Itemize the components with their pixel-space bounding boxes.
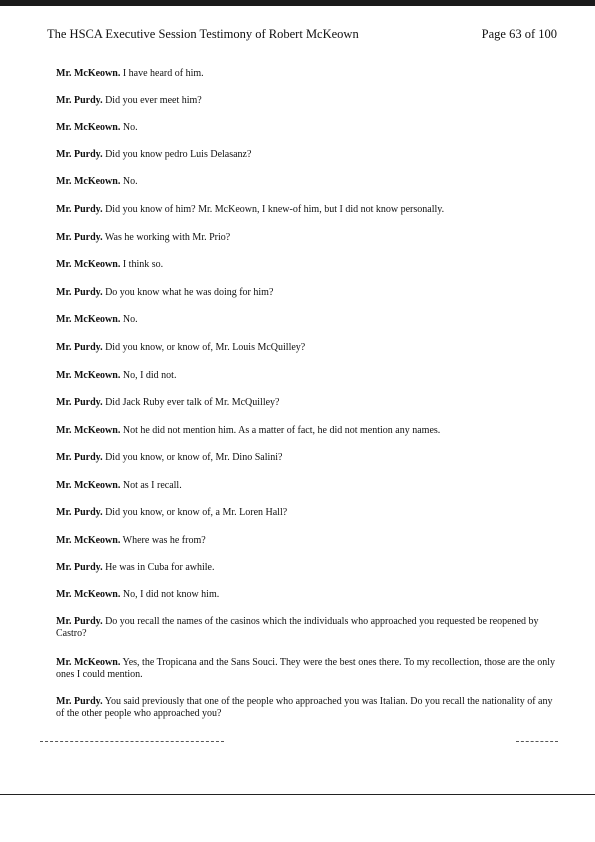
speaker-name: Mr. McKeown. — [56, 259, 121, 270]
speaker-name: Mr. Purdy. — [56, 507, 103, 518]
speaker-name: Mr. Purdy. — [56, 232, 103, 243]
line-text: Did you know, or know of, Mr. Louis McQuilley? — [105, 342, 306, 353]
line-text: Do you recall the names of the casinos which the individuals who approached you requested be reopened by Castro? — [56, 616, 539, 639]
line-text: Did you know of him? Mr. McKeown, I knew-of him, but I did not know personally. — [105, 204, 445, 215]
speaker-name: Mr. Purdy. — [56, 287, 103, 298]
speaker-name: Mr. Purdy. — [56, 342, 103, 353]
transcript-line — [56, 480, 556, 492]
line-text: Did you know, or know of, a Mr. Loren Hall? — [105, 507, 288, 518]
speaker-name: Mr. McKeown. — [56, 176, 121, 187]
speaker-name: Mr. McKeown. — [56, 535, 121, 546]
transcript-line — [56, 370, 556, 382]
line-text: Yes, the Tropicana and the Sans Souci. They were the best ones there. To my recollection, those are the only ones I could mention. — [56, 657, 556, 680]
transcript-line — [56, 342, 556, 354]
transcript-line — [56, 589, 556, 601]
speaker-name: Mr. Purdy. — [56, 616, 103, 627]
line-text: No, I did not know him. — [122, 589, 220, 600]
speaker-name: Mr. McKeown. — [56, 657, 121, 668]
speaker-name: Mr. Purdy. — [56, 149, 103, 160]
speaker-name: Mr. Purdy. — [56, 204, 103, 215]
bottom-border — [0, 794, 595, 795]
transcript-line — [56, 176, 556, 188]
speaker-name: Mr. McKeown. — [56, 480, 121, 491]
line-text: Did you know, or know of, Mr. Dino Salini? — [105, 452, 283, 463]
line-text: No. — [122, 122, 138, 133]
transcript-line — [56, 507, 556, 519]
transcript-line — [56, 452, 556, 464]
speaker-name: Mr. McKeown. — [56, 122, 121, 133]
transcript-line — [56, 95, 556, 107]
speaker-name: Mr. McKeown. — [56, 589, 121, 600]
speaker-name: Mr. Purdy. — [56, 95, 103, 106]
line-text: He was in Cuba for awhile. — [105, 562, 215, 573]
line-text: Did you ever meet him? — [105, 95, 202, 106]
transcript-line — [56, 397, 556, 409]
page-number: Page 63 of 100 — [481, 27, 557, 41]
line-text: Did you know pedro Luis Delasanz? — [105, 149, 252, 160]
transcript-line — [56, 122, 556, 134]
transcript-line — [56, 68, 556, 80]
line-text: Not as I recall. — [122, 480, 182, 491]
top-border — [0, 0, 595, 6]
transcript-line — [56, 562, 556, 574]
line-text: Did Jack Ruby ever talk of Mr. McQuilley? — [105, 397, 280, 408]
line-text: Where was he from? — [122, 535, 206, 546]
footer-rule-right — [516, 741, 558, 742]
speaker-name: Mr. Purdy. — [56, 562, 103, 573]
speaker-name: Mr. Purdy. — [56, 696, 103, 707]
speaker-name: Mr. McKeown. — [56, 425, 121, 436]
line-text: You said previously that one of the people who approached you was Italian. Do you recall the nationality of any of the other people who approached you? — [56, 696, 553, 719]
transcript-line — [56, 657, 556, 681]
document-title: The HSCA Executive Session Testimony of Robert McKeown — [47, 27, 359, 41]
footer-rule-left — [40, 741, 224, 742]
speaker-name: Mr. Purdy. — [56, 397, 103, 408]
line-text: No. — [122, 314, 138, 325]
transcript-line — [56, 149, 556, 161]
speaker-name: Mr. McKeown. — [56, 314, 121, 325]
line-text: No. — [122, 176, 138, 187]
line-text: No, I did not. — [122, 370, 177, 381]
line-text: Was he working with Mr. Prio? — [104, 232, 231, 243]
transcript-line — [56, 232, 556, 244]
transcript-line — [56, 616, 556, 640]
transcript-line — [56, 425, 556, 437]
speaker-name: Mr. Purdy. — [56, 452, 103, 463]
transcript-line — [56, 259, 556, 271]
transcript-line — [56, 287, 556, 299]
transcript-line — [56, 696, 556, 720]
transcript-line — [56, 314, 556, 326]
speaker-name: Mr. McKeown. — [56, 68, 121, 79]
transcript-line — [56, 204, 556, 216]
line-text: I have heard of him. — [122, 68, 204, 79]
line-text: Not he did not mention him. As a matter of fact, he did not mention any names. — [122, 425, 441, 436]
line-text: Do you know what he was doing for him? — [105, 287, 274, 298]
speaker-name: Mr. McKeown. — [56, 370, 121, 381]
line-text: I think so. — [122, 259, 164, 270]
transcript-line — [56, 535, 556, 547]
